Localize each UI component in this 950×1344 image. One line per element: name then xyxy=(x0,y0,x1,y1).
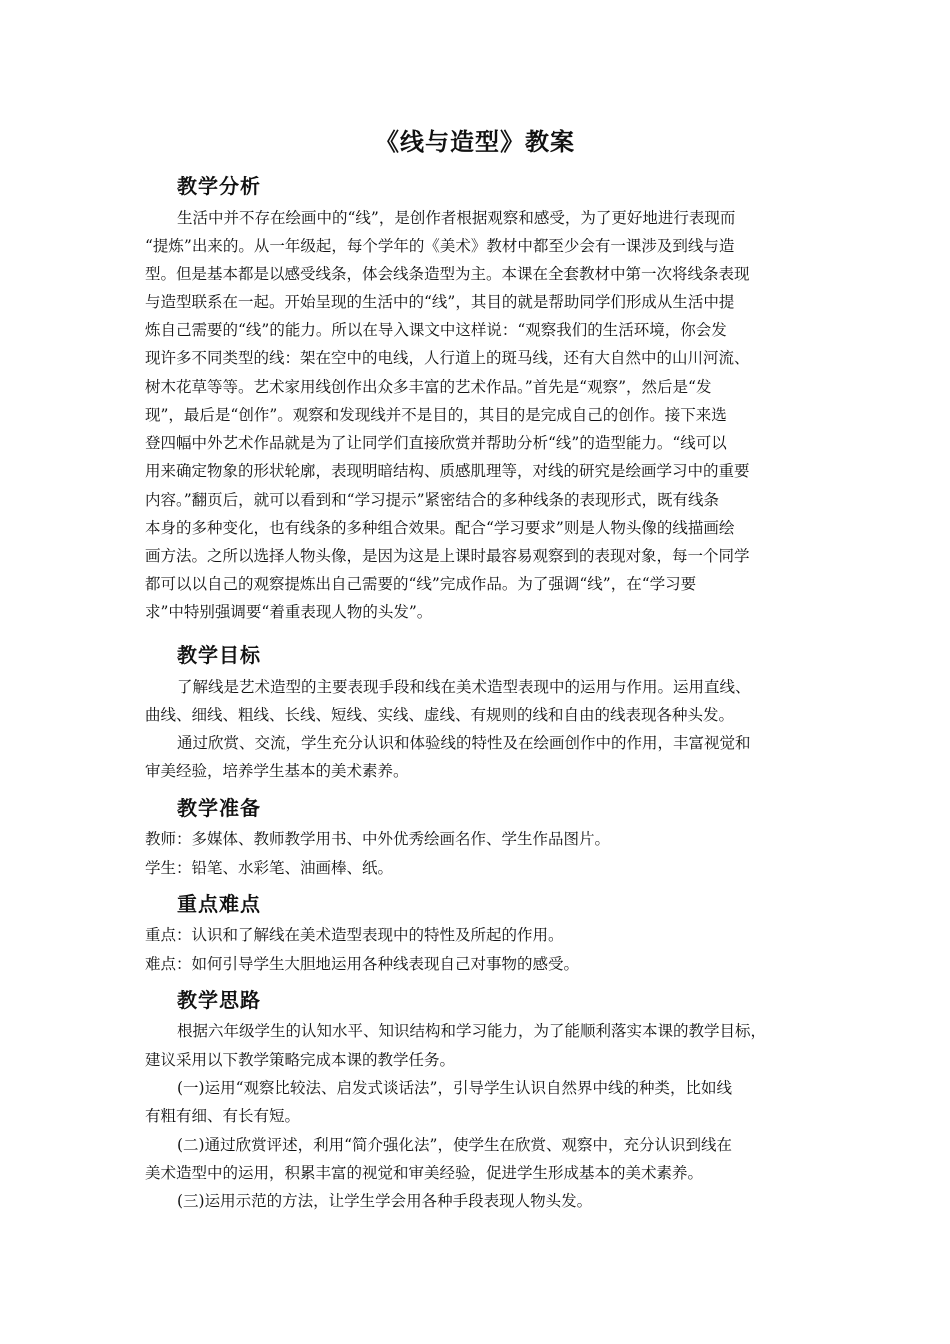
paragraph-line: 登四幅中外艺术作品就是为了让同学们直接欣赏并帮助分析“线”的造型能力。“线可以 xyxy=(145,434,727,452)
paragraph-line: (一)运用“观察比较法、启发式谈话法”，引导学生认识自然界中线的种类，比如线 xyxy=(177,1079,732,1097)
paragraph-line: 通过欣赏、交流，学生充分认识和体验线的特性及在绘画创作中的作用，丰富视觉和 xyxy=(177,734,751,752)
paragraph-line: 重点：认识和了解线在美术造型表现中的特性及所起的作用。 xyxy=(145,926,564,944)
paragraph-line: 难点：如何引导学生大胆地运用各种线表现自己对事物的感受。 xyxy=(145,955,580,973)
paragraph-line: 与造型联系在一起。开始呈现的生活中的“线”，其目的就是帮助同学们形成从生活中提 xyxy=(145,293,735,311)
paragraph-line: 型。但是基本都是以感受线条，体会线条造型为主。本课在全套教材中第一次将线条表现 xyxy=(145,265,750,283)
document-title: 《线与造型》教案 xyxy=(375,128,575,156)
paragraph-line: (二)通过欣赏评述，利用“简介强化法”，使学生在欣赏、观察中，充分认识到线在 xyxy=(177,1136,732,1154)
paragraph-line: 本身的多种变化，也有线条的多种组合效果。配合“学习要求”则是人物头像的线描画绘 xyxy=(145,519,735,537)
paragraph-line: 生活中并不存在绘画中的“线”，是创作者根据观察和感受，为了更好地进行表现而 xyxy=(177,209,736,227)
paragraph-line: (三)运用示范的方法，让学生学会用各种手段表现人物头发。 xyxy=(177,1192,593,1210)
paragraph-line: 审美经验，培养学生基本的美术素养。 xyxy=(145,762,409,780)
paragraph-line: 有粗有细、有长有短。 xyxy=(145,1107,301,1125)
paragraph-line: 学生：铅笔、水彩笔、油画棒、纸。 xyxy=(145,859,394,877)
paragraph-line: 求”中特别强调要“着重表现人物的头发”。 xyxy=(145,603,433,621)
section-heading-analysis: 教学分析 xyxy=(177,174,261,198)
paragraph-line: 曲线、细线、粗线、长线、短线、实线、虚线、有规则的线和自由的线表现各种头发。 xyxy=(145,706,735,724)
paragraph-line: 树木花草等等。艺术家用线创作出众多丰富的艺术作品。”首先是“观察”，然后是“发 xyxy=(145,378,712,396)
paragraph-line: 建议采用以下教学策略完成本课的教学任务。 xyxy=(145,1051,456,1069)
section-heading-approach: 教学思路 xyxy=(177,988,261,1012)
paragraph-line: 教师：多媒体、教师教学用书、中外优秀绘画名作、学生作品图片。 xyxy=(145,830,611,848)
paragraph-line: 内容。”翻页后，就可以看到和“学习提示”紧密结合的多种线条的表现形式，既有线条 xyxy=(145,491,720,509)
section-heading-key: 重点难点 xyxy=(177,892,261,916)
paragraph-line: 美术造型中的运用，积累丰富的视觉和审美经验，促进学生形成基本的美术素养。 xyxy=(145,1164,704,1182)
paragraph-line: 根据六年级学生的认知水平、知识结构和学习能力，为了能顺利落实本课的教学目标， xyxy=(177,1022,767,1040)
paragraph-line: 都可以以自己的观察提炼出自己需要的“线”完成作品。为了强调“线”，在“学习要 xyxy=(145,575,697,593)
paragraph-line: 用来确定物象的形状轮廓，表现明暗结构、质感肌理等，对线的研究是绘画学习中的重要 xyxy=(145,462,750,480)
paragraph-line: 现许多不同类型的线：架在空中的电线，人行道上的斑马线，还有大自然中的山川河流、 xyxy=(145,349,750,367)
section-heading-goals: 教学目标 xyxy=(177,643,261,667)
section-heading-prep: 教学准备 xyxy=(177,796,261,820)
paragraph-line: 炼自己需要的“线”的能力。所以在导入课文中这样说：“观察我们的生活环境，你会发 xyxy=(145,321,727,339)
paragraph-line: 了解线是艺术造型的主要表现手段和线在美术造型表现中的运用与作用。运用直线、 xyxy=(177,678,751,696)
paragraph-line: 画方法。之所以选择人物头像，是因为这是上课时最容易观察到的表现对象，每一个同学 xyxy=(145,547,750,565)
paragraph-line: “提炼”出来的。从一年级起，每个学年的《美术》教材中都至少会有一课涉及到线与造 xyxy=(145,237,735,255)
paragraph-line: 现”，最后是“创作”。观察和发现线并不是目的，其目的是完成自己的创作。接下来选 xyxy=(145,406,727,424)
